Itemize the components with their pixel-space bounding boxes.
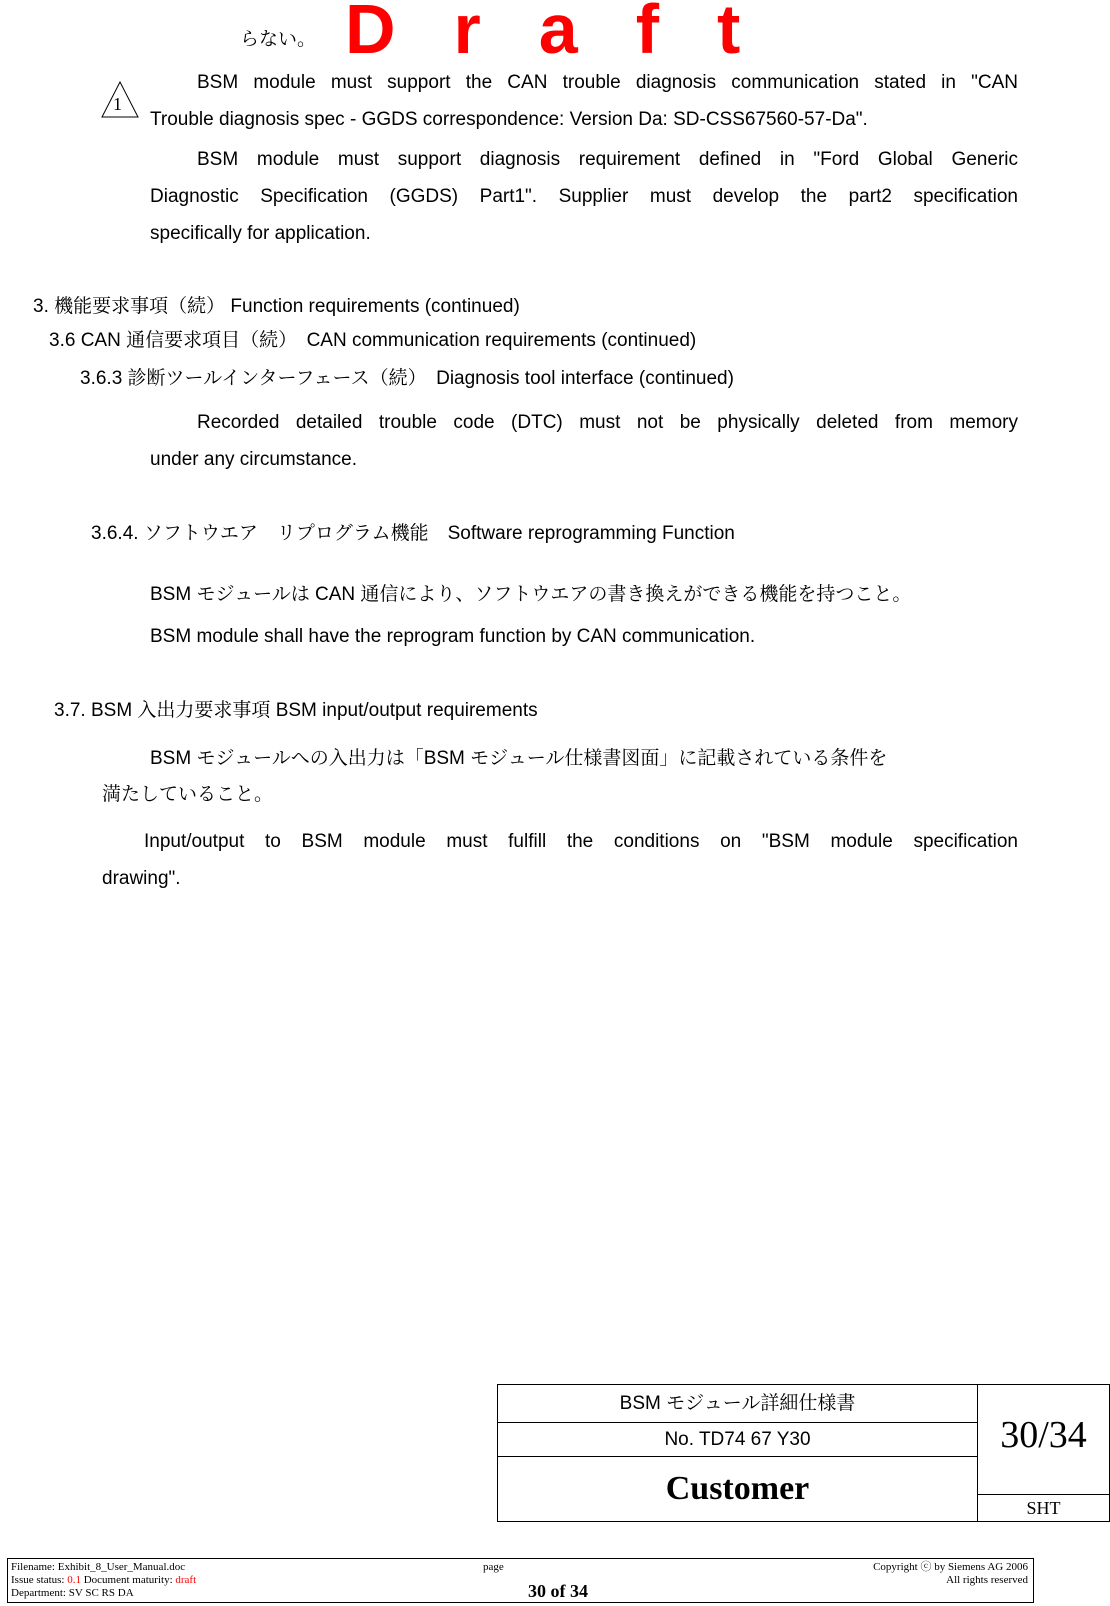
reprogram-jp: BSM モジュールは CAN 通信により、ソフトウエアの書き換えができる機能を持つこと。 (150, 584, 912, 605)
para-ggds-line2: Diagnostic Specification (GGDS) Part1". Supplier must develop the part2 specification (150, 186, 1018, 207)
footer-department: Department: SV SC RS DA (11, 1587, 134, 1599)
footer-issue-status (11, 1574, 196, 1587)
doc-title: BSM モジュール詳細仕様書 (498, 1385, 978, 1423)
para-dtc-line2: under any circumstance. (150, 449, 357, 470)
reprogram-en: BSM module shall have the reprogram function by CAN communication. (150, 626, 756, 647)
heading-3-6: 3.6 CAN 通信要求項目（続） CAN communication requirements (continued) (49, 330, 697, 351)
para-can-trouble-line2: Trouble diagnosis spec - GGDS correspondence: Version Da: SD-CSS67560-57-Da". (150, 109, 868, 130)
io-en-line1: Input/output to BSM module must fulfill the conditions on "BSM module specification (144, 831, 1018, 852)
para-ggds-line1: BSM module must support diagnosis requirement defined in "Ford Global Generic (197, 149, 1018, 170)
revision-number: 1 (113, 94, 122, 114)
heading-3-6-3: 3.6.3 診断ツールインターフェース（続） Diagnosis tool interface (continued) (80, 368, 734, 389)
maturity-value: draft (175, 1574, 197, 1586)
io-jp-line2: 満たしていること。 (102, 784, 274, 805)
maturity-label: Document maturity: (80, 1574, 176, 1586)
title-block (497, 1384, 1110, 1522)
io-jp-line1: BSM モジュールへの入出力は「BSM モジュール仕様書図面」に記載されている条件を (150, 748, 888, 769)
io-en-line2: drawing". (102, 868, 181, 889)
heading-3: 3. 機能要求事項（続） Function requirements (continued) (33, 296, 520, 317)
sht-label: SHT (1026, 1498, 1061, 1518)
customer-label: Customer (498, 1457, 978, 1521)
heading-3-7: 3.7. BSM 入出力要求事項 BSM input/output requirements (54, 700, 538, 721)
heading-3-6-4: 3.6.4. ソフトウエア リプログラム機能 Software reprogramming Function (91, 523, 735, 544)
continued-text: らない。 (240, 29, 317, 50)
issue-status-value: 0.1 (67, 1574, 81, 1586)
footer-copyright: Copyright ⓒ by Siemens AG 2006 (873, 1561, 1028, 1573)
para-ggds-line3: specifically for application. (150, 223, 371, 244)
para-dtc-line1: Recorded detailed trouble code (DTC) must not be physically deleted from memory (197, 412, 1018, 433)
footer-rights: All rights reserved (946, 1574, 1028, 1586)
doc-number: No. TD74 67 Y30 (498, 1423, 978, 1457)
issue-status-label: Issue status: (11, 1574, 68, 1586)
para-can-trouble-line1: BSM module must support the CAN trouble diagnosis communication stated in "CAN (197, 72, 1018, 93)
footer-page-value: 30 of 34 (528, 1581, 588, 1601)
footer-filename: Filename: Exhibit_8_User_Manual.doc (11, 1561, 186, 1573)
page-footer (7, 1558, 1034, 1603)
sheet-number: 30/34 (978, 1385, 1109, 1495)
footer-page-label: page (483, 1561, 504, 1573)
draft-watermark: Draft (345, 0, 799, 68)
